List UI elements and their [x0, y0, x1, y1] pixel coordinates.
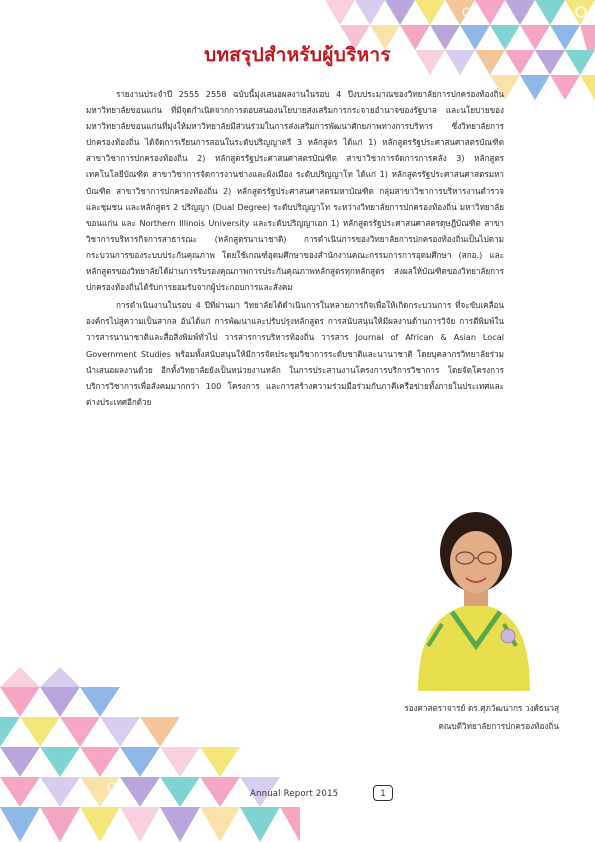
- footer-report-label: Annual Report 2015: [250, 789, 339, 799]
- page-title: บทสรุปสำหรับผู้บริหาร: [204, 44, 391, 66]
- dean-role-caption: คณบดีวิทยาลัยการปกครองท้องถิ่น: [438, 721, 559, 731]
- executive-summary-body: [86, 86, 504, 410]
- summary-paragraph-1: [86, 86, 504, 295]
- dean-portrait-photo: [412, 496, 532, 691]
- summary-paragraph-2: [86, 297, 504, 410]
- triangle-mosaic-decoration-bottom-left: [0, 667, 300, 842]
- summary-paragraph-2-text: การดำเนินงานในรอบ 4 ปีที่ผ่านมา วิทยาลัยได้ดำเนินการในหลายภารกิจเพื่อให้เกิดกระบวนการ ที่จะขับเคลื่อนองค์กรไปสู่ความเป็นสากล อันได้แก่ การพัฒนาและปรับปรุงหลักสูตร การสนับสนุนให้มีผลงานด้านการวิจัย การตีพิมพ์ในวารสารนานาชาติและสื่อสิ่งพิมพ์ทั่วไป วารสารการบริหารท้องถิ่น วารสาร Journal of African & Asian Local Government Studies พร้อมทั้งสนับสนุนให้มีการจัดประชุมวิชาการระดับชาติและนานาชาติ โดยบุคลากรวิทยาลัยร่วมนำเสนอผลงานด้วย อีกทั้งวิทยาลัยยังเป็นหน่วยงานหลัก ในการประสานงานโครงการบริการวิชาการ โดยจัดโครงการบริการวิชาการเพื่อสังคมมากกว่า 100 โครงการ และการสร้างความร่วมมือร่วมกับภาคีเครือข่ายทั้งภายในประเทศและต่างประเทศอีกด้วย: [86, 300, 504, 407]
- page-number: 1: [373, 785, 393, 801]
- dean-name-caption: รองศาสตราจารย์ ดร.ศุภวัฒนากร วงศ์ธนวสุ: [404, 703, 559, 713]
- summary-paragraph-1-text: รายงานประจำปี 2555 2558 ฉบับนี้มุ่งเสนอผลงานในรอบ 4 ปีงบประมาณของวิทยาลัยการปกครองท้องถิ่น มหาวิทยาลัยขอนแก่น ที่มีจุดกำเนิดจากการตอบสนองนโยบายส่งเสริมการกระจายอำนาจของรัฐบาล และนโยบายของมหาวิทยาลัยขอนแก่นที่มุ่งให้มหาวิทยาลัยมีส่วนร่วมในการส่งเสริมการพัฒนาศักยภาพทางการบริหาร ซึ่งวิทยาลัยการปกครองท้องถิ่น ได้จัดการเรียนการสอนในระดับปริญญาตรี 3 หลักสูตร ได้แก่ 1) หลักสูตรรัฐประศาสนศาสตรบัณฑิต สาขาวิชาการปกครองท้องถิ่น 2) หลักสูตรรัฐประศาสนศาสตรบัณฑิต สาขาวิชาการจัดการการคลัง 3) หลักสูตรเทคโนโลยีบัณฑิต สาขาวิชาการจัดการงานช่างและผังเมือง ระดับปริญญาโท ได้แก่ 1) หลักสูตรรัฐประศาสนศาสตรมหาบัณฑิต สาขาวิชาการปกครองท้องถิ่น 2) หลักสูตรรัฐประศาสนศาสตรมหาบัณฑิต กลุ่มสาขาวิชาการบริหารงานตำรวจและชุมชน และหลักสูตร 2 ปริญญา (Dual Degree) ระดับปริญญาโท ระหว่างวิทยาลัยการปกครองท้องถิ่น มหาวิทยาลัยขอนแก่น และ Northern Illinois University และระดับปริญญาเอก 1) หลักสูตรรัฐประศาสนศาสตรดุษฎีบัณฑิต สาขาวิชาการบริหารกิจการสาธารณะ (หลักสูตรนานาชาติ) การดำเนินการของวิทยาลัยการปกครองท้องถิ่นเป็นไปตามกระบวนการของระบบประกันคุณภาพ โดยใช้เกณฑ์อุดมศึกษาของสำนักงานคณะกรรมการการอุดมศึกษา (สกอ.) และหลักสูตรของวิทยาลัยได้ผ่านการรับรองคุณภาพการประกันคุณภาพหลักสูตรทุกหลักสูตร ส่งผลให้บัณฑิตของวิทยาลัยการปกครองท้องถิ่นได้รับการยอมรับจากผู้ประกอบการและสังคม: [86, 89, 504, 293]
